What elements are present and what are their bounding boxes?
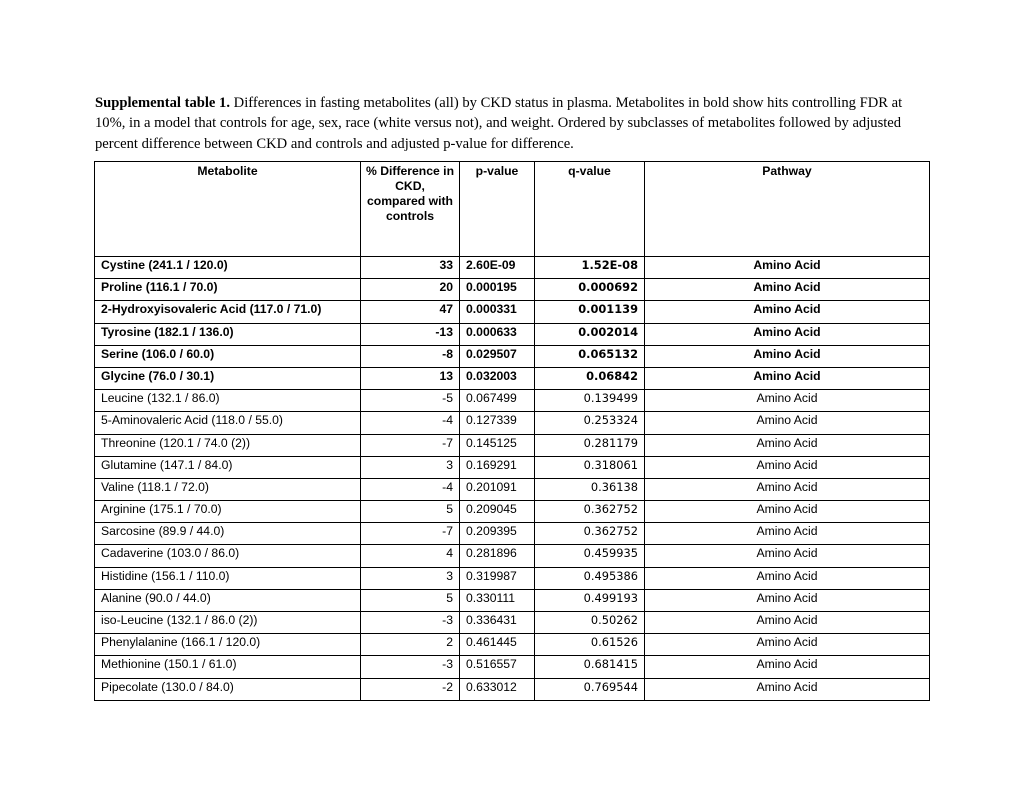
pathway-cell: Amino Acid: [645, 412, 930, 434]
table-row: [95, 390, 930, 412]
pathway-cell: Amino Acid: [645, 323, 930, 345]
p-value-cell: 0.145125: [460, 434, 535, 456]
q-value-cell: 0.681415: [535, 656, 645, 678]
pathway-cell: Amino Acid: [645, 567, 930, 589]
caption-title: Supplemental table 1.: [95, 95, 231, 111]
table-row: [95, 257, 930, 279]
table-row: [95, 323, 930, 345]
p-value-cell: 0.281896: [460, 545, 535, 567]
table-row: [95, 656, 930, 678]
q-value-cell: 0.139499: [535, 390, 645, 412]
p-value-cell: 0.201091: [460, 478, 535, 500]
metabolite-cell: Glutamine (147.1 / 84.0): [95, 456, 361, 478]
header-p-value: p-value: [460, 162, 535, 257]
percent-difference-cell: 47: [361, 301, 460, 323]
percent-difference-cell: -7: [361, 523, 460, 545]
q-value-cell: 0.459935: [535, 545, 645, 567]
p-value-cell: 0.319987: [460, 567, 535, 589]
q-value-cell: 0.499193: [535, 589, 645, 611]
table-caption: [95, 93, 935, 154]
p-value-cell: 0.209045: [460, 501, 535, 523]
p-value-cell: 0.000633: [460, 323, 535, 345]
metabolite-cell: Threonine (120.1 / 74.0 (2)): [95, 434, 361, 456]
p-value-cell: 0.029507: [460, 345, 535, 367]
metabolite-cell: Tyrosine (182.1 / 136.0): [95, 323, 361, 345]
q-value-cell: 0.000692: [535, 279, 645, 301]
percent-difference-cell: 5: [361, 501, 460, 523]
metabolite-cell: Arginine (175.1 / 70.0): [95, 501, 361, 523]
metabolite-cell: Cadaverine (103.0 / 86.0): [95, 545, 361, 567]
pathway-cell: Amino Acid: [645, 345, 930, 367]
metabolite-cell: iso-Leucine (132.1 / 86.0 (2)): [95, 612, 361, 634]
pathway-cell: Amino Acid: [645, 634, 930, 656]
table-row: [95, 456, 930, 478]
header-metabolite: Metabolite: [95, 162, 361, 257]
table-row: [95, 412, 930, 434]
percent-difference-cell: -3: [361, 612, 460, 634]
q-value-cell: 1.52E-08: [535, 257, 645, 279]
percent-difference-cell: -3: [361, 656, 460, 678]
q-value-cell: 0.318061: [535, 456, 645, 478]
table-header: [95, 162, 930, 257]
percent-difference-cell: -13: [361, 323, 460, 345]
p-value-cell: 0.127339: [460, 412, 535, 434]
metabolite-cell: 5-Aminovaleric Acid (118.0 / 55.0): [95, 412, 361, 434]
q-value-cell: 0.362752: [535, 523, 645, 545]
percent-difference-cell: -4: [361, 478, 460, 500]
p-value-cell: 0.336431: [460, 612, 535, 634]
percent-difference-cell: 20: [361, 279, 460, 301]
header-q-value: q-value: [535, 162, 645, 257]
q-value-cell: 0.61526: [535, 634, 645, 656]
metabolite-cell: Sarcosine (89.9 / 44.0): [95, 523, 361, 545]
metabolite-cell: Alanine (90.0 / 44.0): [95, 589, 361, 611]
q-value-cell: 0.281179: [535, 434, 645, 456]
q-value-cell: 0.001139: [535, 301, 645, 323]
table-row: [95, 279, 930, 301]
percent-difference-cell: 2: [361, 634, 460, 656]
header-percent-difference: % Difference in CKD, compared with controls: [361, 162, 460, 257]
table-row: [95, 345, 930, 367]
p-value-cell: 0.330111: [460, 589, 535, 611]
table-body: [95, 257, 930, 701]
pathway-cell: Amino Acid: [645, 279, 930, 301]
table-row: [95, 434, 930, 456]
pathway-cell: Amino Acid: [645, 257, 930, 279]
metabolite-cell: Methionine (150.1 / 61.0): [95, 656, 361, 678]
metabolite-cell: Phenylalanine (166.1 / 120.0): [95, 634, 361, 656]
p-value-cell: 0.032003: [460, 367, 535, 389]
table-row: [95, 589, 930, 611]
metabolite-cell: Histidine (156.1 / 110.0): [95, 567, 361, 589]
table-row: [95, 478, 930, 500]
p-value-cell: 0.000331: [460, 301, 535, 323]
q-value-cell: 0.362752: [535, 501, 645, 523]
pathway-cell: Amino Acid: [645, 678, 930, 700]
pathway-cell: Amino Acid: [645, 456, 930, 478]
metabolite-cell: Serine (106.0 / 60.0): [95, 345, 361, 367]
p-value-cell: 0.169291: [460, 456, 535, 478]
p-value-cell: 0.000195: [460, 279, 535, 301]
pathway-cell: Amino Acid: [645, 656, 930, 678]
table-row: [95, 367, 930, 389]
pathway-cell: Amino Acid: [645, 390, 930, 412]
q-value-cell: 0.06842: [535, 367, 645, 389]
table-row: [95, 634, 930, 656]
percent-difference-cell: 3: [361, 456, 460, 478]
percent-difference-cell: -4: [361, 412, 460, 434]
pathway-cell: Amino Acid: [645, 612, 930, 634]
pathway-cell: Amino Acid: [645, 367, 930, 389]
table-row: [95, 501, 930, 523]
p-value-cell: 0.516557: [460, 656, 535, 678]
pathway-cell: Amino Acid: [645, 501, 930, 523]
p-value-cell: 0.633012: [460, 678, 535, 700]
pathway-cell: Amino Acid: [645, 589, 930, 611]
table-row: [95, 612, 930, 634]
percent-difference-cell: -5: [361, 390, 460, 412]
metabolite-cell: Valine (118.1 / 72.0): [95, 478, 361, 500]
table-row: [95, 678, 930, 700]
header-pathway: Pathway: [645, 162, 930, 257]
metabolite-cell: 2-Hydroxyisovaleric Acid (117.0 / 71.0): [95, 301, 361, 323]
percent-difference-cell: 33: [361, 257, 460, 279]
q-value-cell: 0.495386: [535, 567, 645, 589]
pathway-cell: Amino Acid: [645, 301, 930, 323]
percent-difference-cell: -7: [361, 434, 460, 456]
pathway-cell: Amino Acid: [645, 523, 930, 545]
percent-difference-cell: 3: [361, 567, 460, 589]
pathway-cell: Amino Acid: [645, 478, 930, 500]
metabolite-cell: Proline (116.1 / 70.0): [95, 279, 361, 301]
q-value-cell: 0.002014: [535, 323, 645, 345]
p-value-cell: 0.067499: [460, 390, 535, 412]
metabolites-table: [94, 161, 930, 701]
table-row: [95, 523, 930, 545]
metabolite-cell: Glycine (76.0 / 30.1): [95, 367, 361, 389]
caption-text: Differences in fasting metabolites (all) by CKD status in plasma. Metabolites in bold show hits controlling FDR at 10%, in a model that controls for age, sex, race (white versus not), and weight. Ordered by subclasses of metabolites followed by adjusted percent difference between CKD and controls and adjusted p-value for difference.: [95, 95, 903, 152]
p-value-cell: 0.209395: [460, 523, 535, 545]
percent-difference-cell: 13: [361, 367, 460, 389]
percent-difference-cell: -2: [361, 678, 460, 700]
percent-difference-cell: -8: [361, 345, 460, 367]
metabolite-cell: Pipecolate (130.0 / 84.0): [95, 678, 361, 700]
q-value-cell: 0.253324: [535, 412, 645, 434]
p-value-cell: 0.461445: [460, 634, 535, 656]
q-value-cell: 0.50262: [535, 612, 645, 634]
pathway-cell: Amino Acid: [645, 545, 930, 567]
percent-difference-cell: 4: [361, 545, 460, 567]
pathway-cell: Amino Acid: [645, 434, 930, 456]
q-value-cell: 0.36138: [535, 478, 645, 500]
p-value-cell: 2.60E-09: [460, 257, 535, 279]
percent-difference-cell: 5: [361, 589, 460, 611]
table-row: [95, 567, 930, 589]
table-row: [95, 301, 930, 323]
q-value-cell: 0.769544: [535, 678, 645, 700]
metabolite-cell: Cystine (241.1 / 120.0): [95, 257, 361, 279]
header-row: [95, 162, 930, 257]
metabolite-cell: Leucine (132.1 / 86.0): [95, 390, 361, 412]
q-value-cell: 0.065132: [535, 345, 645, 367]
table-row: [95, 545, 930, 567]
